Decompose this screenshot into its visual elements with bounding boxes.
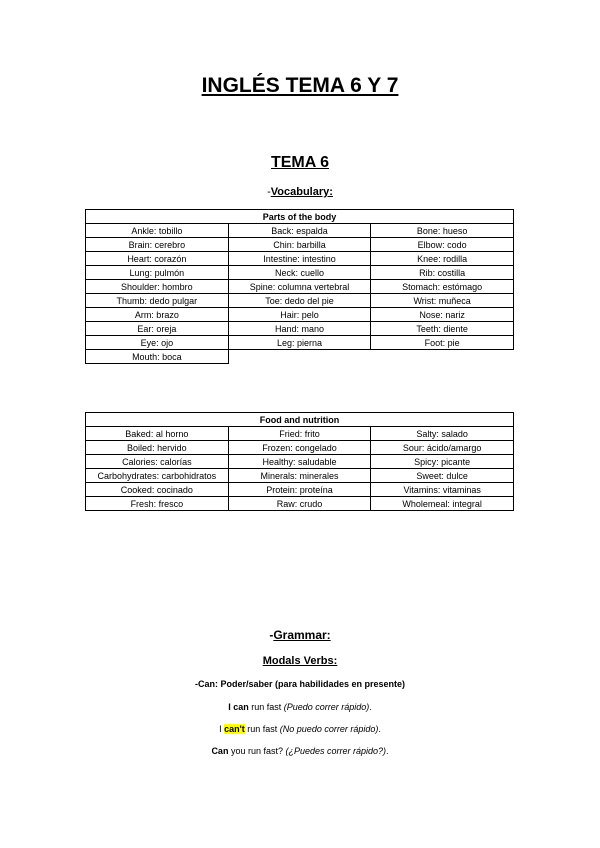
body-parts-table — [85, 209, 514, 364]
food-nutrition-table — [85, 412, 514, 511]
vocabulary-label: Vocabulary: — [270, 186, 333, 198]
table-cell: Stomach: estómago — [371, 280, 514, 294]
table-cell: Elbow: codo — [371, 238, 514, 252]
table-cell: Frozen: congelado — [228, 441, 371, 455]
section-title: TEMA 6 — [270, 154, 330, 171]
table-cell: Salty: salado — [371, 427, 514, 441]
table-cell: Cooked: cocinado — [86, 483, 229, 497]
example-2 — [0, 724, 600, 734]
example-1-bold: I can — [228, 702, 249, 712]
table-row — [86, 252, 514, 266]
table-cell: Fresh: fresco — [86, 497, 229, 511]
table-cell: Ankle: tobillo — [86, 224, 229, 238]
table-row — [86, 483, 514, 497]
table-row — [86, 224, 514, 238]
table-row — [86, 455, 514, 469]
example-2-highlight: can't — [224, 724, 245, 734]
table-cell: Wholemeal: integral — [371, 497, 514, 511]
table-cell: Heart: corazón — [86, 252, 229, 266]
document-title: INGLÉS TEMA 6 Y 7 — [201, 74, 399, 97]
table-cell: Sour: ácido/amargo — [371, 441, 514, 455]
vocabulary-dash: - — [267, 186, 271, 198]
table-row — [86, 497, 514, 511]
table-cell: Foot: pie — [371, 336, 514, 350]
table-cell: Eye: ojo — [86, 336, 229, 350]
table-cell: Fried: frito — [228, 427, 371, 441]
table-cell: Chin: barbilla — [228, 238, 371, 252]
table-cell: Boiled: hervido — [86, 441, 229, 455]
table-cell: Carbohydrates: carbohidratos — [86, 469, 229, 483]
table-cell: Arm: brazo — [86, 308, 229, 322]
table-cell: Healthy: saludable — [228, 455, 371, 469]
table-row — [86, 427, 514, 441]
table-cell: Sweet: dulce — [371, 469, 514, 483]
example-2-translation: (No puedo correr rápido) — [279, 724, 379, 734]
table-row — [86, 469, 514, 483]
table-cell: Vitamins: vitaminas — [371, 483, 514, 497]
example-3-text: you run fast? — [228, 746, 286, 756]
example-3-translation: (¿Puedes correr rápido?) — [285, 746, 387, 756]
table-cell: Toe: dedo del pie — [228, 294, 371, 308]
table-row — [86, 280, 514, 294]
table-cell: Thumb: dedo pulgar — [86, 294, 229, 308]
table-row — [86, 238, 514, 252]
table-cell: Minerals: minerales — [228, 469, 371, 483]
table-cell: Brain: cerebro — [86, 238, 229, 252]
table-cell: Rib: costilla — [371, 266, 514, 280]
can-rule: -Can: Poder/saber (para habilidades en presente) — [194, 679, 406, 689]
grammar-label: Grammar: — [273, 628, 331, 642]
table-cell: Teeth: diente — [371, 322, 514, 336]
table-row — [86, 350, 514, 364]
table-cell: Neck: cuello — [228, 266, 371, 280]
table-cell: Intestine: intestino — [228, 252, 371, 266]
table-header: Parts of the body — [86, 210, 514, 224]
table-row — [86, 441, 514, 455]
table-cell: Spine: columna vertebral — [228, 280, 371, 294]
table-cell: Lung: pulmón — [86, 266, 229, 280]
empty-cell — [371, 350, 514, 364]
grammar-heading — [0, 628, 600, 642]
table-header: Food and nutrition — [86, 413, 514, 427]
table-row — [86, 266, 514, 280]
example-2-text: run fast — [244, 724, 280, 734]
table-cell: Hand: mano — [228, 322, 371, 336]
table-row — [86, 294, 514, 308]
table-cell: Calories: calorías — [86, 455, 229, 469]
table-cell: Spicy: picante — [371, 455, 514, 469]
table-cell: Bone: hueso — [371, 224, 514, 238]
table-row — [86, 308, 514, 322]
example-3 — [0, 746, 600, 756]
table-cell: Baked: al horno — [86, 427, 229, 441]
vocabulary-heading — [0, 186, 600, 198]
example-2-pre: I — [219, 724, 225, 734]
table-cell: Knee: rodilla — [371, 252, 514, 266]
empty-cell — [228, 350, 371, 364]
example-1-end: . — [369, 702, 372, 712]
example-1-translation: (Puedo correr rápido) — [283, 702, 370, 712]
example-1 — [0, 702, 600, 712]
table-cell: Shoulder: hombro — [86, 280, 229, 294]
table-cell: Back: espalda — [228, 224, 371, 238]
table-cell: Mouth: boca — [86, 350, 229, 364]
table-cell: Wrist: muñeca — [371, 294, 514, 308]
example-1-text: run fast — [248, 702, 284, 712]
table-cell: Leg: pierna — [228, 336, 371, 350]
table-cell: Hair: pelo — [228, 308, 371, 322]
example-2-end: . — [378, 724, 381, 734]
table-cell: Nose: nariz — [371, 308, 514, 322]
table-cell: Raw: crudo — [228, 497, 371, 511]
table-cell: Ear: oreja — [86, 322, 229, 336]
example-3-end: . — [386, 746, 389, 756]
table-row — [86, 336, 514, 350]
grammar-dash: - — [269, 628, 274, 642]
table-cell: Protein: proteína — [228, 483, 371, 497]
example-3-bold: Can — [211, 746, 229, 756]
modals-heading: Modals Verbs: — [262, 655, 338, 667]
table-row — [86, 322, 514, 336]
